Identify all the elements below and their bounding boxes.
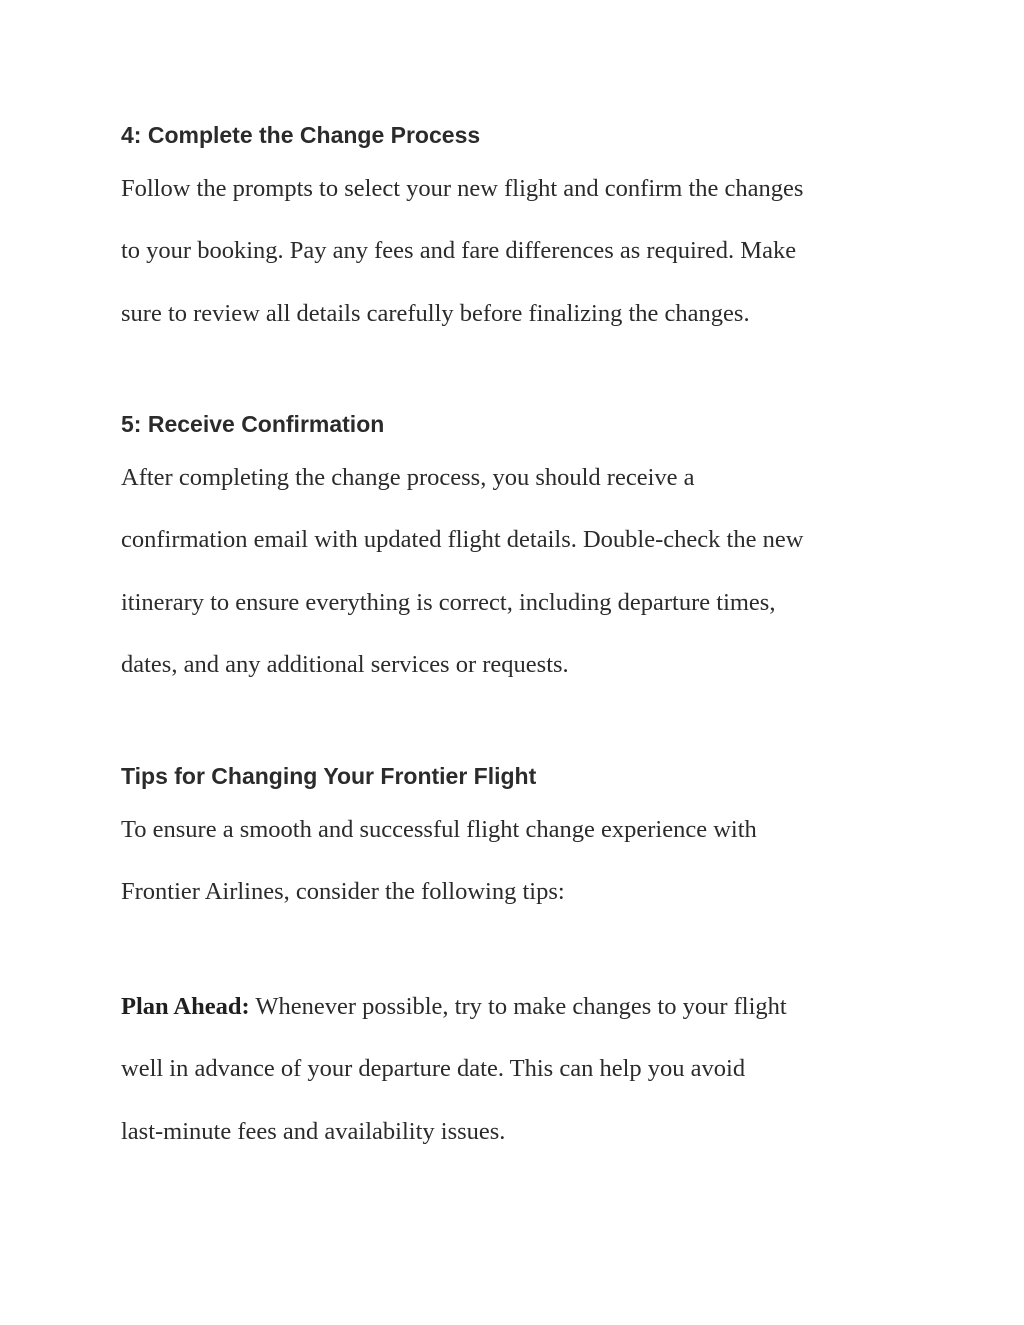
text-line: confirmation email with updated flight details. Double-check the new xyxy=(121,526,804,554)
text-line: After completing the change process, you should receive a xyxy=(121,464,695,491)
paragraph-tips-intro xyxy=(121,799,921,924)
section-heading-tips: Tips for Changing Your Frontier Flight xyxy=(121,763,537,789)
text-line: to your booking. Pay any fees and fare differences as required. Make xyxy=(121,237,797,265)
paragraph-plan-ahead xyxy=(121,976,921,1163)
text-line: To ensure a smooth and successful flight change experience with xyxy=(121,816,757,843)
text-line: dates, and any additional services or requests. xyxy=(121,650,569,678)
text-line: well in advance of your departure date. This can help you avoid xyxy=(121,1055,746,1083)
paragraph-complete-change xyxy=(121,158,921,345)
text-line: sure to review all details carefully before finalizing the changes. xyxy=(121,299,750,327)
section-heading-receive-confirmation: 5: Receive Confirmation xyxy=(121,411,385,437)
text-line: Follow the prompts to select your new flight and confirm the changes xyxy=(121,175,804,202)
section-heading-complete-change: 4: Complete the Change Process xyxy=(121,122,481,148)
tip-text: Whenever possible, try to make changes to your flight xyxy=(249,993,787,1020)
tip-label: Plan Ahead: xyxy=(121,993,250,1020)
paragraph-receive-confirmation xyxy=(121,447,921,696)
text-line: Frontier Airlines, consider the following tips: xyxy=(121,878,565,906)
text-line xyxy=(121,976,921,1038)
text-line: last-minute fees and availability issues. xyxy=(121,1117,506,1145)
text-line: itinerary to ensure everything is correct, including departure times, xyxy=(121,588,776,616)
